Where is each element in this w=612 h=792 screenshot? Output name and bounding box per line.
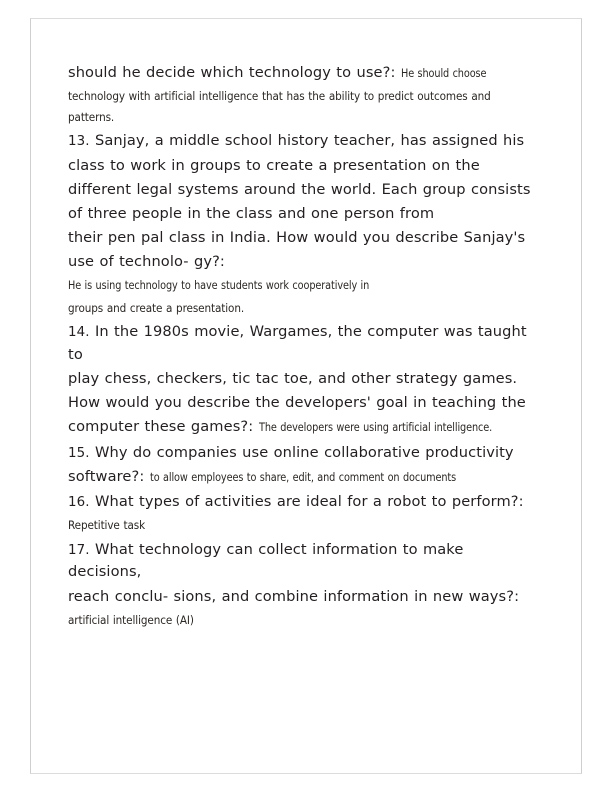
question-line: How would you describe the developers' goal in teaching the [68, 394, 526, 412]
question-line [68, 442, 538, 464]
question-text: computer these games?: [68, 418, 254, 436]
qa-item-14 [68, 321, 538, 438]
answer-text: artificial intelligence (AI) [68, 612, 194, 627]
question-line [68, 251, 538, 295]
question-line: should he decide which technology to use?: [68, 64, 396, 81]
question-number: 17. [68, 543, 90, 559]
question-line: class to work in groups to create a presentation on the [68, 156, 480, 174]
answer-text: technology with artificial intelligence that has the ability to predict outcomes and patterns. [68, 89, 491, 124]
qa-item-17 [68, 539, 538, 630]
qa-item-continuation [68, 62, 538, 127]
question-line: play chess, checkers, tic tac toe, and other strategy games. [68, 370, 518, 387]
question-number: 16. [68, 495, 90, 511]
answer-inline: to allow employees to share, edit, and comment on documents [149, 469, 456, 484]
question-text: use of technolo- gy?: [68, 253, 225, 271]
document-content [68, 62, 538, 633]
qa-item-15 [68, 442, 538, 489]
question-text: software?: [68, 467, 145, 485]
question-text: Why do companies use online collaborative productivity [94, 443, 514, 461]
answer-text: groups and create a presentation. [68, 300, 245, 315]
question-text [68, 62, 538, 84]
question-number: 13. [68, 134, 90, 150]
question-text: What technology can collect information to make decisions, [68, 541, 464, 581]
question-line [68, 321, 538, 366]
question-line [68, 416, 538, 438]
question-text: Sanjay, a middle school history teacher, has assigned his [94, 132, 525, 150]
question-line: of three people in the class and one person from [68, 205, 435, 223]
question-number: 15. [68, 445, 90, 461]
question-line: their pen pal class in India. How would you describe Sanjay's [68, 229, 526, 247]
question-line [68, 539, 538, 584]
question-line: different legal systems around the world. Each group consists [68, 180, 531, 198]
question-line [68, 491, 538, 513]
question-line [68, 130, 538, 152]
qa-item-16 [68, 491, 538, 536]
answer-inline: The developers were using artificial intelligence. [258, 420, 492, 435]
question-text: In the 1980s movie, Wargames, the computer was taught to [68, 323, 527, 363]
answer-inline: He should choose [400, 66, 487, 80]
qa-item-13 [68, 130, 538, 318]
answer-inline: He is using technology to have students work cooperatively in [68, 277, 370, 292]
question-line: reach conclu- sions, and combine information in new ways?: [68, 587, 520, 605]
question-number: 14. [68, 325, 90, 341]
question-text: What types of activities are ideal for a robot to perform?: [94, 493, 524, 511]
question-line [68, 466, 538, 488]
answer-text: Repetitive task [68, 518, 146, 533]
